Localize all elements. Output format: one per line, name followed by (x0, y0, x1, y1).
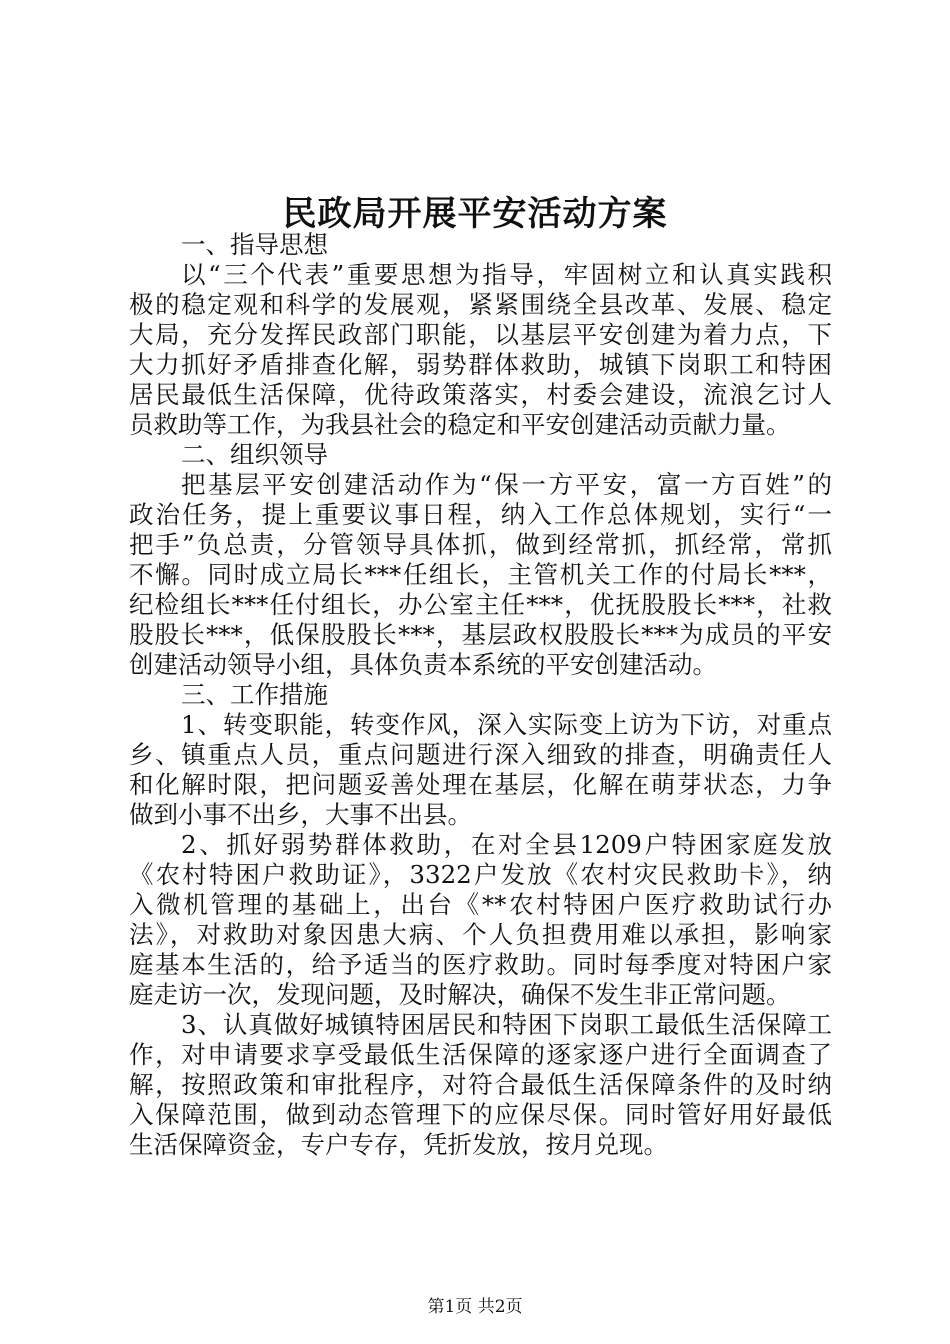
paragraph-line: 乡、镇重点人员，重点问题进行深入细致的排查，明确责任人 (129, 740, 832, 769)
paragraph-line: 大力抓好矛盾排查化解，弱势群体救助，城镇下岗职工和特困 (129, 350, 832, 379)
paragraph-line: 庭走访一次，发现问题，及时解决，确保不发生非正常问题。 (129, 980, 791, 1009)
paragraph-line: 做到小事不出乡，大事不出县。 (129, 800, 472, 829)
paragraph-line: 3、认真做好城镇特困居民和特困下岗职工最低生活保障工 (181, 1010, 832, 1039)
document-body (129, 230, 832, 1160)
paragraph-line: 居民最低生活保障，优待政策落实，村委会建设，流浪乞讨人 (129, 380, 832, 409)
paragraph-line: 生活保障资金，专户专存，凭折发放，按月兑现。 (129, 1130, 668, 1159)
paragraph-line: 1、转变职能，转变作风，深入实际变上访为下访，对重点 (181, 710, 832, 739)
paragraph-line: 大局，充分发挥民政部门职能，以基层平安创建为着力点，下 (129, 320, 832, 349)
paragraph-line: 解，按照政策和审批程序，对符合最低生活保障条件的及时纳 (129, 1070, 832, 1099)
paragraph-line: 员救助等工作，为我县社会的稳定和平安创建活动贡献力量。 (129, 410, 791, 439)
section-heading-measures: 三、工作措施 (181, 680, 328, 709)
paragraph-line: 《农村特困户救助证》，3322户发放《农村灾民救助卡》，纳 (129, 860, 832, 889)
paragraph-line: 法》，对救助对象因患大病、个人负担费用难以承担，影响家 (129, 920, 832, 949)
paragraph-line: 以“三个代表”重要思想为指导，牢固树立和认真实践积 (181, 260, 832, 289)
paragraph-line: 把手”负总责，分管领导具体抓，做到经常抓，抓经常，常抓 (129, 530, 832, 559)
paragraph-line: 和化解时限，把问题妥善处理在基层，化解在萌芽状态，力争 (129, 770, 832, 799)
paragraph-line: 把基层平安创建活动作为“保一方平安，富一方百姓”的 (181, 470, 832, 499)
paragraph-line: 入保障范围，做到动态管理下的应保尽保。同时管好用好最低 (129, 1100, 832, 1129)
paragraph-line: 庭基本生活的，给予适当的医疗救助。同时每季度对特困户家 (129, 950, 832, 979)
paragraph-line: 纪检组长***任付组长，办公室主任***，优抚股股长***，社救 (129, 590, 832, 619)
document-title: 民政局开展平安活动方案 (282, 194, 668, 234)
paragraph-line: 股股长***，低保股股长***，基层政权股股长***为成员的平安 (129, 620, 832, 649)
paragraph-line: 不懈。同时成立局长***任组长，主管机关工作的付局长***， (129, 560, 832, 589)
paragraph-line: 2、抓好弱势群体救助，在对全县1209户特困家庭发放 (181, 830, 832, 859)
section-heading-guiding-thought: 一、指导思想 (181, 230, 328, 259)
paragraph-line: 创建活动领导小组，具体负责本系统的平安创建活动。 (129, 650, 717, 679)
paragraph-line: 政治任务，提上重要议事日程，纳入工作总体规划，实行“一 (129, 500, 832, 529)
paragraph-line: 极的稳定观和科学的发展观，紧紧围绕全县改革、发展、稳定 (129, 290, 832, 319)
page-indicator: 第1页 共2页 (427, 1297, 523, 1317)
paragraph-line: 入微机管理的基础上，出台《**农村特困户医疗救助试行办 (129, 890, 832, 919)
paragraph-line: 作，对申请要求享受最低生活保障的逐家逐户进行全面调查了 (129, 1040, 832, 1069)
section-heading-organization: 二、组织领导 (181, 440, 328, 469)
